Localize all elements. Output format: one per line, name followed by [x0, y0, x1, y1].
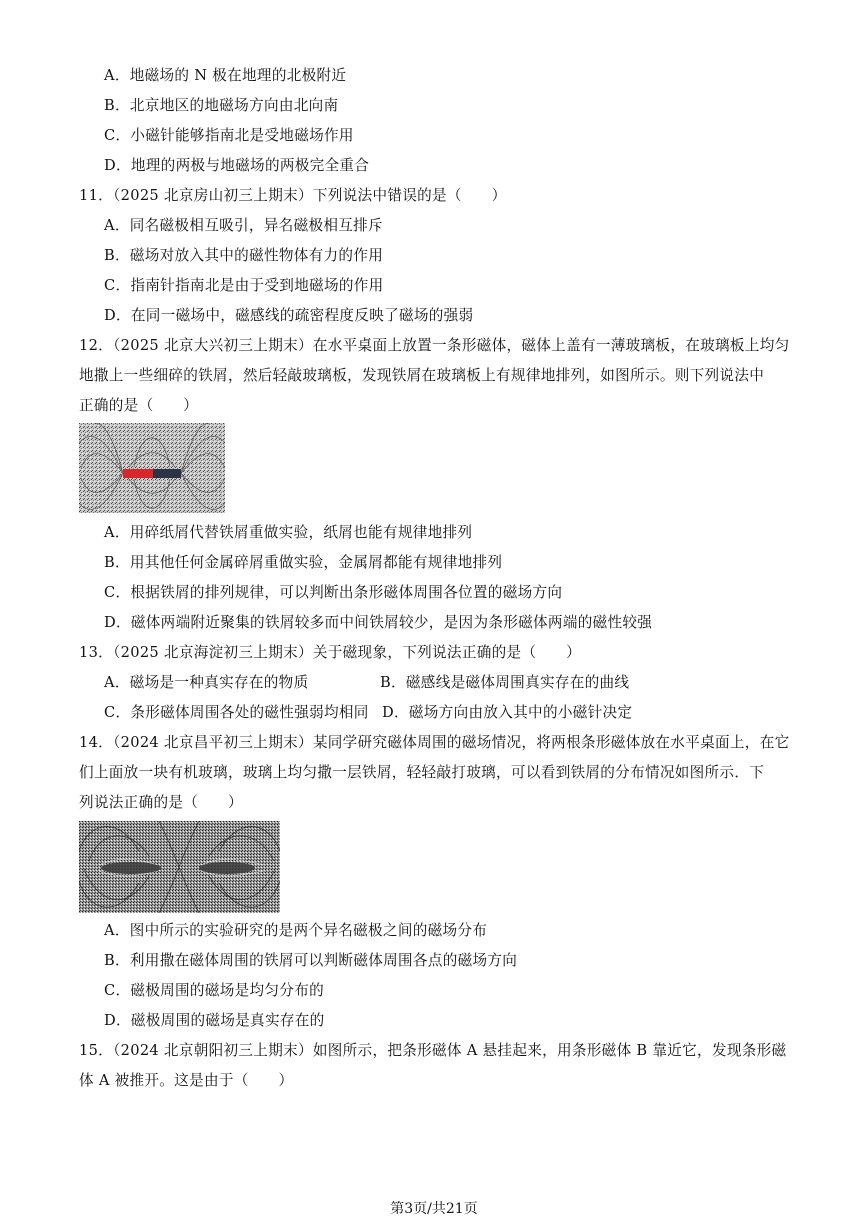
q13-option-d: D．磁场方向由放入其中的小磁针决定	[382, 704, 633, 721]
q11-option-d: D．在同一磁场中，磁感线的疏密程度反映了磁场的强弱	[104, 307, 474, 324]
question-15-stem-line1: 15．（2024 北京朝阳初三上期末）如图所示，把条形磁体 A 悬挂起来，用条形磁体 B 靠近它，发现条形磁	[79, 1042, 787, 1059]
q13-option-a: A．磁场是一种真实存在的物质	[104, 674, 309, 691]
q12-option-d: D．磁体两端附近聚集的铁屑较多而中间铁屑较少，是因为条形磁体两端的磁性较强	[104, 614, 653, 631]
question-12-stem-line3: 正确的是（ ）	[79, 397, 199, 414]
q14-option-a: A．图中所示的实验研究的是两个异名磁极之间的磁场分布	[104, 922, 488, 939]
q11-option-b: B．磁场对放入其中的磁性物体有力的作用	[104, 247, 384, 264]
bar-magnet-iron-filings-figure	[79, 423, 225, 513]
option-b: B．北京地区的地磁场方向由北向南	[104, 97, 339, 114]
iron-filings-svg-2	[79, 821, 280, 913]
q14-option-b: B．利用撒在磁体周围的铁屑可以判断磁体周围各点的磁场方向	[104, 952, 518, 969]
q14-option-c: C．磁极周围的磁场是均匀分布的	[104, 982, 324, 999]
option-c: C．小磁针能够指南北是受地磁场作用	[104, 127, 354, 144]
option-d: D．地理的两极与地磁场的两极完全重合	[104, 157, 370, 174]
question-14-stem-line3: 列说法正确的是（ ）	[79, 794, 243, 811]
magnet-north-half	[123, 469, 153, 478]
question-15-stem-line2: 体 A 被推开。这是由于（ ）	[79, 1072, 294, 1089]
two-magnets-iron-filings-figure	[79, 821, 280, 913]
iron-filings-svg	[79, 423, 225, 513]
question-12-stem-line1: 12．（2025 北京大兴初三上期末）在水平桌面上放置一条形磁体，磁体上盖有一薄玻璃板，在玻璃板上均匀	[79, 337, 790, 354]
q12-option-c: C．根据铁屑的排列规律，可以判断出条形磁体周围各位置的磁场方向	[104, 584, 563, 601]
q11-option-a: A．同名磁极相互吸引，异名磁极相互排斥	[104, 217, 383, 234]
magnet-left	[101, 862, 161, 874]
magnet-south-half	[153, 469, 181, 478]
option-a: A．地磁场的 N 极在地理的北极附近	[104, 67, 347, 84]
question-11-stem: 11．（2025 北京房山初三上期末）下列说法中错误的是（ ）	[79, 187, 507, 204]
q13-option-c: C．条形磁体周围各处的磁性强弱均相同	[104, 704, 369, 721]
question-13-stem: 13．（2025 北京海淀初三上期末）关于磁现象，下列说法正确的是（ ）	[79, 644, 581, 661]
q12-option-b: B．用其他任何金属碎屑重做实验，金属屑都能有规律地排列	[104, 554, 503, 571]
page-number: 第3页/共21页	[390, 1201, 478, 1217]
question-14-stem-line2: 们上面放一块有机玻璃，玻璃上均匀撒一层铁屑，轻轻敲打玻璃，可以看到铁屑的分布情况如图所示．下	[79, 764, 765, 781]
question-14-stem-line1: 14．（2024 北京昌平初三上期末）某同学研究磁体周围的磁场情况，将两根条形磁体放在水平桌面上，在它	[79, 734, 790, 751]
magnet-right	[199, 862, 255, 874]
question-12-stem-line2: 地撒上一些细碎的铁屑，然后轻敲玻璃板，发现铁屑在玻璃板上有规律地排列，如图所示。则下列说法中	[79, 367, 765, 384]
q13-option-b: B．磁感线是磁体周围真实存在的曲线	[380, 674, 630, 691]
q11-option-c: C．指南针指南北是由于受到地磁场的作用	[104, 277, 384, 294]
q14-option-d: D．磁极周围的磁场是真实存在的	[104, 1012, 325, 1029]
q12-option-a: A．用碎纸屑代替铁屑重做实验，纸屑也能有规律地排列	[104, 524, 473, 541]
